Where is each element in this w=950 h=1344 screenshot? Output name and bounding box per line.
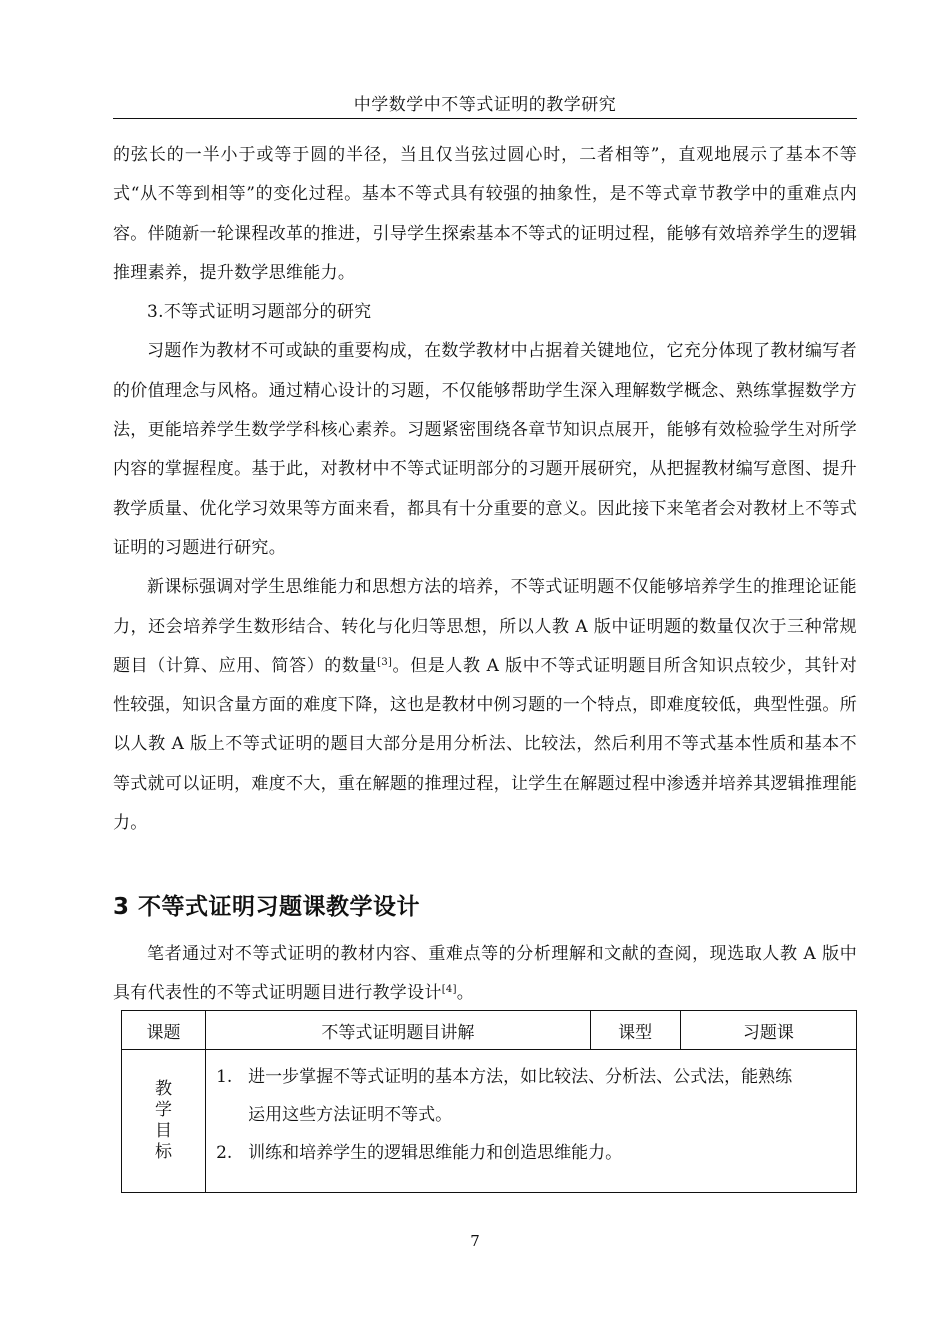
objectives-label-char: 标 (155, 1142, 173, 1162)
paragraph-3-part-a: 新课标强调对学生思维能力和思想方法的培养，不等式证明题不仅能够培养学生的推理论证能力，还会培养学生数形结合、转化与化归等思想，所以人教 A 版中证明题的数量仅次于三种常规题目（计算、应用、简答）的数量 (113, 577, 857, 676)
table-row (122, 1050, 857, 1193)
objective-item (216, 1134, 846, 1172)
subheading-3: 3.不等式证明习题部分的研究 (147, 302, 372, 323)
intro-part-b: 。 (456, 983, 475, 1003)
objective-continuation: 运用这些方法证明不等式。 (248, 1105, 453, 1125)
citation-4: [4] (441, 984, 457, 995)
objectives-label-char: 目 (155, 1121, 173, 1141)
header-rule (113, 118, 857, 119)
body-text (113, 136, 857, 843)
paragraph-1: 的弦长的一半小于或等于圆的半径，当且仅当弦过圆心时，二者相等”，直观地展示了基本不等式“从不等到相等”的变化过程。基本不等式具有较强的抽象性，是不等式章节教学中的重难点内容。伴随新一轮课程改革的推进，引导学生探索基本不等式的证明过程，能够有效培养学生的逻辑推理素养，提升数学思维能力。 (113, 145, 857, 283)
objective-text: 训练和培养学生的逻辑思维能力和创造思维能力。 (248, 1143, 623, 1163)
intro-part-a: 笔者通过对不等式证明的教材内容、重难点等的分析理解和文献的查阅，现选取人教 A 版中具有代表性的不等式证明题目进行教学设计 (113, 944, 857, 1003)
page-number: 7 (470, 1232, 480, 1250)
type-label-cell: 课型 (590, 1011, 680, 1050)
objective-item (216, 1058, 846, 1096)
objectives-label-cell (122, 1050, 206, 1193)
intro-paragraph (113, 935, 857, 1013)
objective-number: 1. (216, 1067, 233, 1087)
objectives-label-char: 学 (155, 1100, 173, 1120)
section-heading: 3 不等式证明习题课教学设计 (113, 894, 421, 920)
objectives-content-cell (206, 1050, 857, 1193)
paragraph-2: 习题作为教材不可或缺的重要构成，在数学教材中占据着关键地位，它充分体现了教材编写者的价值理念与风格。通过精心设计的习题，不仅能够帮助学生深入理解数学概念、熟练掌握数学方法，更能培养学生数学学科核心素养。习题紧密围绕各章节知识点展开，能够有效检验学生对所学内容的掌握程度。基于此，对教材中不等式证明部分的习题开展研究，从把握教材编写意图、提升教学质量、优化学习效果等方面来看，都具有十分重要的意义。因此接下来笔者会对教材上不等式证明的习题进行研究。 (113, 341, 857, 558)
paragraph-3-part-b: 。但是人教 A 版中不等式证明题目所含知识点较少，其针对性较强，知识含量方面的难度下降，这也是教材中例习题的一个特点，即难度较低，典型性强。所以人教 A 版上不等式证明的题目大部分是用分析法、比较法，然后利用不等式基本性质和基本不等式就可以证明，难度不大，重在解题的推理过程，让学生在解题过程中渗透并培养其逻辑推理能力。 (113, 655, 858, 834)
type-value-cell: 习题课 (680, 1011, 856, 1050)
citation-3: [3] (377, 656, 393, 668)
topic-value-cell: 不等式证明题目讲解 (206, 1011, 591, 1050)
running-header: 中学数学中不等式证明的教学研究 (353, 95, 617, 115)
section-intro (113, 935, 857, 1013)
objective-text: 进一步掌握不等式证明的基本方法，如比较法、分析法、公式法，能熟练 (248, 1067, 793, 1087)
objectives-label-char: 教 (155, 1079, 173, 1099)
lesson-plan-table (121, 1010, 857, 1193)
paragraph-3 (113, 568, 857, 843)
topic-label-cell: 课题 (122, 1011, 206, 1050)
table-row (122, 1011, 857, 1050)
objective-number: 2. (216, 1143, 233, 1163)
